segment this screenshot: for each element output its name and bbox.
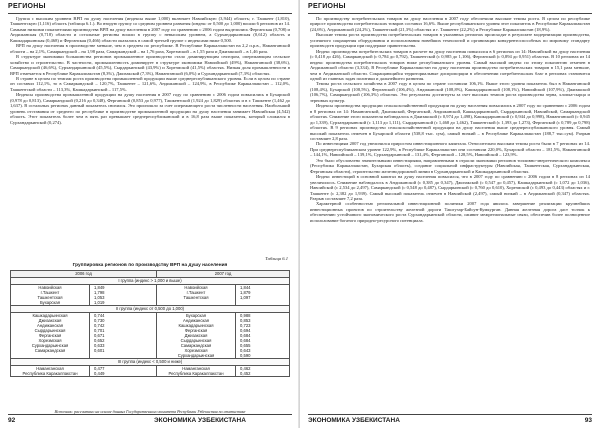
paragraph: Это было обусловлено значительными инвестициями, направленными в отрасли экономики регионов топливно-энергетического комплекса (Республика Каракалпакстан, Бухарская область), создание социальной инфраструктуры (Навоийская, Ташкентская, Сурхандарьинская, Ферганская области), строительство железнодорожной линии в Сурхандарьинской и Кашкадарьинской областях. bbox=[310, 157, 590, 174]
table-cell: Самаркандская bbox=[34, 348, 66, 353]
table-cell: Хорезмская bbox=[38, 338, 62, 343]
group1-label: I группа (индекс > 1,000 и выше) bbox=[11, 278, 290, 285]
group1-regions-2007 bbox=[157, 285, 236, 306]
table-cell: Кашкадарьинская bbox=[178, 323, 214, 328]
group2-values-2006 bbox=[90, 313, 157, 359]
table-cell: Ташкентская bbox=[183, 295, 209, 300]
group-separator-row bbox=[11, 306, 290, 313]
table-cell: Хорезмская bbox=[184, 348, 208, 353]
table-cell: Ферганская bbox=[38, 333, 62, 338]
page-number: 92 bbox=[8, 417, 16, 424]
left-page-footer bbox=[8, 414, 292, 425]
paragraph: Индексы производства продукции сельскохозяйственной продукции на душу населения повысились в 2007 году по сравнению с 2006 годом в 8 регионах из 14: Наманганской, Джизакской, Ферганской, Андижанской, Кашкадарьинской, Сырдарьинской, Навоийской, Самаркандской областях. Снижение этого показателя наблюдалось в Джизакской (с 0,974 до 1,498), Кашкадарьинской (с 0,944 до 0,998), Наманганской (с 0,945 до 1,339), Сурхандарьинской (с 1,113 до 1,111), Сырдарьинской (с 1,468 до 1,462), Ташкентской (с 1,393 до 1,273), Ферганской (с 0,789 до 0,798) областях. В 9 регионах производство сельскохозяйственной продукции на душу населения выше среднереспубликанского уровня. Самый высокий показатель отмечен в Бухарской области (538,8 тыс. сум), самый низкий – в Республике Каракалпакстан (188,7 тыс.сум). Разрыв составляет 2,8 раза. bbox=[310, 103, 590, 141]
publication-title: ЭКОНОМИКА УЗБЕКИСТАНА bbox=[154, 417, 246, 424]
paragraph: Характерной особенностью региональной инвестиционной политики 2007 года явилось завершение реализации крупнейших инвестиционных проектов по строительству железной дороги Ташгузар-Байсун-Кумкурган. Данная железная дорога даст толчок к обеспечению устойчивого экономического роста Сурхандарьинской области, оживит межрегиональные связи, обеспечив более полноценное использование богатого природно-ресурсного потенциала. bbox=[310, 201, 590, 223]
table-cell: 1,097 bbox=[240, 295, 251, 300]
group3-values-2007 bbox=[236, 366, 290, 377]
paragraph: В структуре экономики большинства регионов промышленное производство стало доминирующим сектором, опережающим сельское хозяйство и строительство. В частности, промышленность доминирует в структуре экономики Навоийской (49%), Наманганской (38,6%), Самаркандской (46,6%), Сурхандарьинской (45,5%), Сырдарьинской (43,9%) и Хорезмской (41,5%) областях. Низкая доля промышленности в ВРП отмечается в Республике Каракалпакстан (8,3%), Джизакской (7,3%), Наманганской (6,0%) и Сурхандарьинской (7,3%) областях. bbox=[10, 54, 290, 76]
table-cell: Джизакская bbox=[184, 333, 208, 338]
table-cell: 0,988 bbox=[240, 313, 251, 318]
paragraph: Высокие темпы роста производства потребительских товаров в указанных регионах происходят в результате модернизации производства, успешного сокращения оборудования и использования новейших технологий и организации конкурентоспособных по мировому стандарту производств продукции при поддержке правительства. bbox=[310, 32, 590, 49]
table-cell: 1,844 bbox=[240, 285, 251, 290]
table-cell: Сырдарьинская bbox=[34, 328, 66, 333]
table-cell: Навоийская bbox=[184, 285, 208, 290]
table-cell: 0,655 bbox=[240, 343, 251, 348]
table-cell: 0,652 bbox=[94, 338, 105, 343]
group1-values-2006 bbox=[90, 285, 157, 306]
paragraph: Группа с высоким уровнем ВРП на душу населения (индексы выше 1,000) включает Навоийскую (3,944) область; г. Ташкент (1,810), Ташкентскую (1,116) область (таблица 6.1.). Во вторую группу со средним уровнем развития (индекс от 0,500 до 1,000) вошли 6 регионов из 14. Самыми низкими показателями производства ВРП на душу населения в 2007 году по сравнению с 2006 годом выделились Ферганская (0,708) и Андижанская (0,718) области и остальные регионы вошли в группу с невысоким уровнем, а Сурхандарьинская (0,612) область и Кашкадарьинская (0,468) и Ферганская (0,466) области оказались в самой третьей группе с индексами ниже 0,500. bbox=[10, 16, 290, 43]
table-cell: 0,462 bbox=[240, 366, 251, 371]
paragraph: Индекс инвестиций в основной капитал на душу населения повысился, что в 2007 году по сравнению с 2006 годом в 8 регионах из 14 увеличилось. Снижение наблюдалось в Андижанской (с 0,385 до 0,347), Джизакской (с 0,547 до 0,457), Кашкадарьинской (с 1,072 до 1,036), Навоийской (с 2,534 до 2,497), Самаркандской (с 0,548 до 0,487), Сырдарьинской (с 0,760 до 0,610), Хорезмской (с 0,493 до 0,443) областях и г. Ташкенте (с 2,382 до 1,939). Самый высокий показатель отмечен в Навоийской (2,497), самый низкий – в Андижанской (0,347) областях. Разрыв составляет 7,2 раза. bbox=[310, 174, 590, 201]
table-cell: Сырдарьинская bbox=[180, 338, 212, 343]
right-page bbox=[300, 0, 600, 428]
table-cell: Сурхандарьинская bbox=[31, 343, 69, 348]
table-cell: 0,601 bbox=[94, 348, 105, 353]
paragraph: Темпы роста сельского хозяйства в 2007 году в целом по стране составили 106,1%. Выше этого уровня показатель был в Наманганской (108,4%), Бухарской (108,5%), Ферганской (106,4%), Андижанской (108,8%), Кашкадарьинской (108,1%), Навоийской (107,9%), Джизакской (106,7%), Самаркандской (106,3%) областях. Это результаты достигнуты за счет высоких темпов роста производства зерна, хлопка-сырца и зерновых культур. bbox=[310, 81, 590, 103]
table-cell: 1,879 bbox=[240, 290, 251, 295]
table-cell: 1,798 bbox=[94, 290, 105, 295]
table-cell: Андижанская bbox=[183, 318, 209, 323]
col-header-2007: 2007 год bbox=[157, 271, 290, 278]
table-cell: 0,694 bbox=[240, 328, 251, 333]
table-cell: 0,744 bbox=[94, 313, 105, 318]
paragraph: Индексы производства промышленной продукции на душу населения в 2007 году по сравнению с 2006 годом повысились в Бухарской (0,978 до 0,813), Самаркандской (0,216 до 0,348), Ферганской (0,853 до 0,977), Ташкентской (1,924 до 1,829) областях и в г. Ташкенте (1,462 до 1,637). В остальных регионах данный показатель снизился. Это произошло за счет опережающего роста численности населения. Наибольший уровень отставания от среднего по республике в производстве промышленной продукции на душу населения занимает Навоийская (4,542) область. Этот показатель более чем в пять раз превышает среднереспубликанский и в 16,8 раза выше показателя, который сложился в Сурхандарьинской (0,274). bbox=[10, 92, 290, 125]
table-cell: 0,853 bbox=[240, 318, 251, 323]
paragraph: По инвестициям 2007 год увеличился приростом инвестиционного капитала. Относительно высоким темпы роста были в 7 регионах из 14. При среднереспубликанском уровне 122,9%, в Республике Каракалпакстан они составили 220,0%, Бухарской области – 181,5%, Наманганской – 144,1%, Навоийской – 139,1%, Сурхандарьинской – 131,4%, Ферганской – 128,5%, Навоийской – 123,9%. bbox=[310, 141, 590, 158]
table-cell: 0,723 bbox=[240, 323, 251, 328]
table-cell: г.Ташкент bbox=[186, 290, 206, 295]
paragraph: По производству потребительских товаров на душу населения в 2007 году обеспечили высокие темпы роста. В целом по республике прирост производства потребительских товаров составил 16,6%. Выше республиканского уровня этот показатель в Республике Каракалпакстан (24,6%), Андижанской (24,2%), Ташкентской (21,3%) областях и г. Ташкенте (22,2%) и Республике Каракалпакстан (18,9%). bbox=[310, 16, 590, 32]
group2-regions-2007 bbox=[157, 313, 236, 359]
table-cell: г.Ташкент bbox=[40, 290, 60, 295]
page-number: 93 bbox=[584, 417, 592, 424]
paragraph: ВРП на душу населения в производстве меньше, чем в среднем по республике. В Республике Каракалпакстан на 2,2 п.р.в., Наманганской области – на 2,1%, Самаркандской – на 1,98 раза, Самаркандской – на 1,76 раза, Хорезмской – в 1,55 раза и Джизакской – в 1,46 раза. bbox=[10, 43, 290, 54]
table-title: Группировка регионов по производству ВРП на душу населения bbox=[72, 263, 228, 268]
right-page-footer bbox=[308, 414, 592, 425]
table-row bbox=[11, 313, 290, 359]
paragraph: Индекс производства потребительских товаров в расчете на душу населения повысился в 6 регионах из 14: Навоийской на душу населения (с 0,418 до 426), Самаркандской (с 0,784 до 0,792), Ташкентской (с 0,985 до 1,106), Ферганской (с 0,894 до 0,951) областях. В 10 регионах из 14 индекс производства потребительских товаров ниже республиканского уровня. Самый высокий индекс по этому показателю отмечен в Андижанской области (3,334), В Республике Каракалпакстан на душу населения производство потребительских товаров в 15,1 раза меньше, чем в Андижанской области. Сокращающийся территориальные диспропорции в обеспечении потребительских благ в регионах становится одной из главных задач политики и дальнейшего развития. bbox=[310, 48, 590, 81]
table-cell: Андижанская bbox=[37, 323, 63, 328]
table-cell: Кашкадарьинская bbox=[32, 313, 68, 318]
group-separator-row bbox=[11, 359, 290, 366]
group3-values-2006 bbox=[90, 366, 157, 377]
group2-regions-2006 bbox=[11, 313, 90, 359]
group2-values-2007 bbox=[236, 313, 290, 359]
table-cell: 0,671 bbox=[94, 333, 105, 338]
right-page-header: РЕГИОНЫ bbox=[308, 2, 592, 14]
table-cell: 0,730 bbox=[94, 318, 105, 323]
left-body-text bbox=[10, 16, 290, 254]
table-cell: 0,684 bbox=[240, 333, 251, 338]
group3-regions-2006 bbox=[11, 366, 90, 377]
table-cell: 0,742 bbox=[94, 323, 105, 328]
group3-regions-2007 bbox=[157, 366, 236, 377]
table-cell: 0,452 bbox=[240, 371, 251, 376]
group2-label: II группа (индекс от 0,500 до 1,000) bbox=[11, 306, 290, 313]
table-label: Таблица 6.1 bbox=[265, 256, 288, 261]
table-cell: Наманганская bbox=[36, 366, 64, 371]
table-cell: Бухарская bbox=[39, 300, 61, 305]
table-cell: 0,633 bbox=[94, 343, 105, 348]
table-cell: Самаркандская bbox=[180, 343, 212, 348]
table-cell: 1,053 bbox=[94, 295, 105, 300]
table-cell: Навоийская bbox=[38, 285, 62, 290]
table-source-note: Источник: рассчитано на основе данных Государственного комитета Республики Узбекистан по статистике bbox=[54, 409, 246, 414]
table-cell: Сурхандарьинская bbox=[177, 353, 215, 358]
table-cell: Джизакская bbox=[38, 318, 62, 323]
table-header-row bbox=[11, 271, 290, 278]
paragraph: В стране в целом по темпам роста производства промышленной продукции выше среднереспубликанского уровня. Если в целом по стране он составил 112,1%, то в Самаркандской – 120,7%, Ташкенте – 121,6%, Андижанской – 124,9%, в Республике Каракалпакстан – 112,0%, Ташкентской области – 113,3%, Кашкадарьинской – 117,5%. bbox=[10, 75, 290, 92]
table-row bbox=[11, 285, 290, 306]
table-cell: 1,019 bbox=[94, 300, 105, 305]
table-cell: 0,684 bbox=[240, 338, 251, 343]
table-cell: 1,849 bbox=[94, 285, 105, 290]
group-separator-row bbox=[11, 278, 290, 285]
table-cell: Ташкентская bbox=[37, 295, 63, 300]
group1-regions-2006 bbox=[11, 285, 90, 306]
col-header-2006: 2006 год bbox=[11, 271, 157, 278]
table-cell: 0,590 bbox=[240, 353, 251, 358]
table-cell: 0,643 bbox=[240, 348, 251, 353]
table-cell: 0,449 bbox=[94, 371, 105, 376]
table-cell: Наманганская bbox=[182, 366, 210, 371]
table-cell: 0,477 bbox=[94, 366, 105, 371]
group3-label: III группа (индекс < 0,500 и ниже) bbox=[11, 359, 290, 366]
left-page-header: РЕГИОНЫ bbox=[8, 2, 292, 14]
table-row bbox=[11, 366, 290, 377]
region-grouping-table bbox=[10, 270, 290, 377]
table-cell: Ферганская bbox=[184, 328, 208, 333]
table-cell: Бухарская bbox=[185, 313, 207, 318]
table-cell: Республика Каракалпакстан bbox=[168, 371, 224, 376]
table-cell: 0,701 bbox=[94, 328, 105, 333]
right-body-text bbox=[310, 16, 590, 414]
group1-values-2007 bbox=[236, 285, 290, 306]
table-cell: Республика Каракалпакстан bbox=[22, 371, 78, 376]
publication-title: ЭКОНОМИКА УЗБЕКИСТАНА bbox=[308, 417, 400, 424]
